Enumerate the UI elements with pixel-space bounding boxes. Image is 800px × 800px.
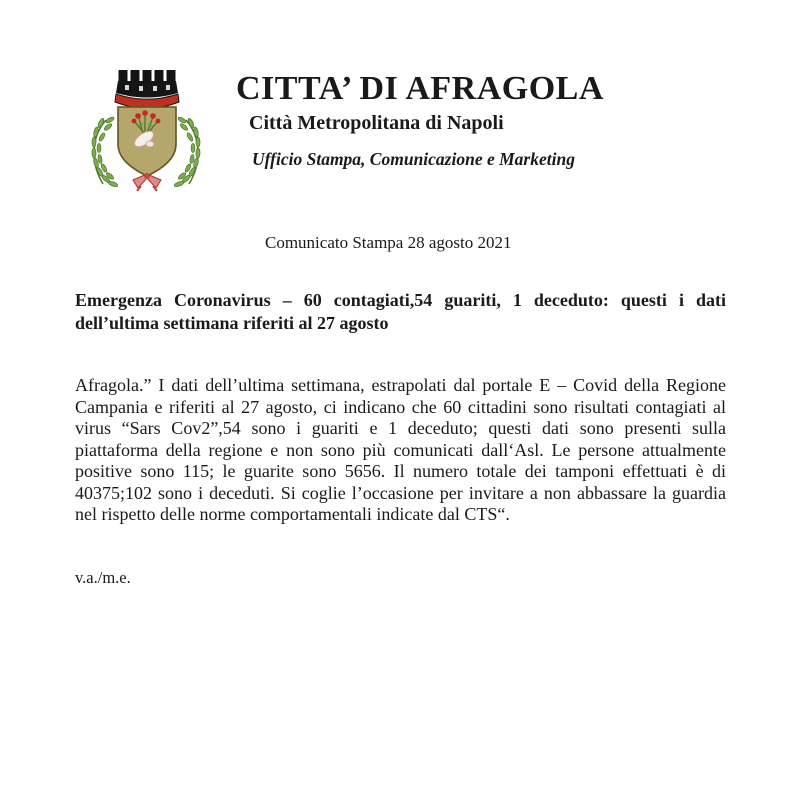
text-line: Afragola.” I dati dell’ultima settimana, estrapolati dal portale E – Covid della Regione <box>75 375 726 395</box>
afragola-coat-of-arms-icon <box>87 60 205 192</box>
press-release-headline <box>75 289 726 334</box>
press-release-dateline: Comunicato Stampa 28 agosto 2021 <box>265 233 512 252</box>
laurel-branch-left <box>92 116 119 187</box>
press-release-body <box>75 375 726 526</box>
text-line: positive sono 115; le guarite sono 5656. Il numero totale dei tamponi effettuati è di <box>75 461 726 481</box>
mural-crown <box>115 70 179 109</box>
ribbon-bow <box>133 173 161 191</box>
crest-shield <box>118 107 176 176</box>
text-line: dell’ultima settimana riferiti al 27 agosto <box>75 312 389 333</box>
laurel-branch-right <box>174 116 201 187</box>
city-title: CITTA’ DI AFRAGOLA <box>236 70 604 107</box>
text-line: virus “Sars Cov2”,54 sono i guariti e 1 deceduto; questi dati sono presenti sulla <box>75 418 726 438</box>
press-office-label: Ufficio Stampa, Comunicazione e Marketing <box>252 149 575 169</box>
editor-initials: v.a./m.e. <box>75 568 131 587</box>
text-line: nel rispetto delle norme comportamentali indicate dal CTS“. <box>75 504 510 524</box>
text-line: piattaforma della regione e non sono più comunicati dall‘Asl. Le persone attualmente <box>75 439 726 460</box>
text-line: 40375;102 sono i deceduti. Si coglie l’occasione per invitare a non abbassare la guardia <box>75 482 726 503</box>
text-line: Emergenza Coronavirus – 60 contagiati,54 guariti, 1 deceduto: questi i dati <box>75 290 726 310</box>
text-line: Campania e riferiti al 27 agosto, ci indicano che 60 cittadini sono risultati contagiati al <box>75 396 726 417</box>
city-subtitle: Città Metropolitana di Napoli <box>249 112 504 134</box>
